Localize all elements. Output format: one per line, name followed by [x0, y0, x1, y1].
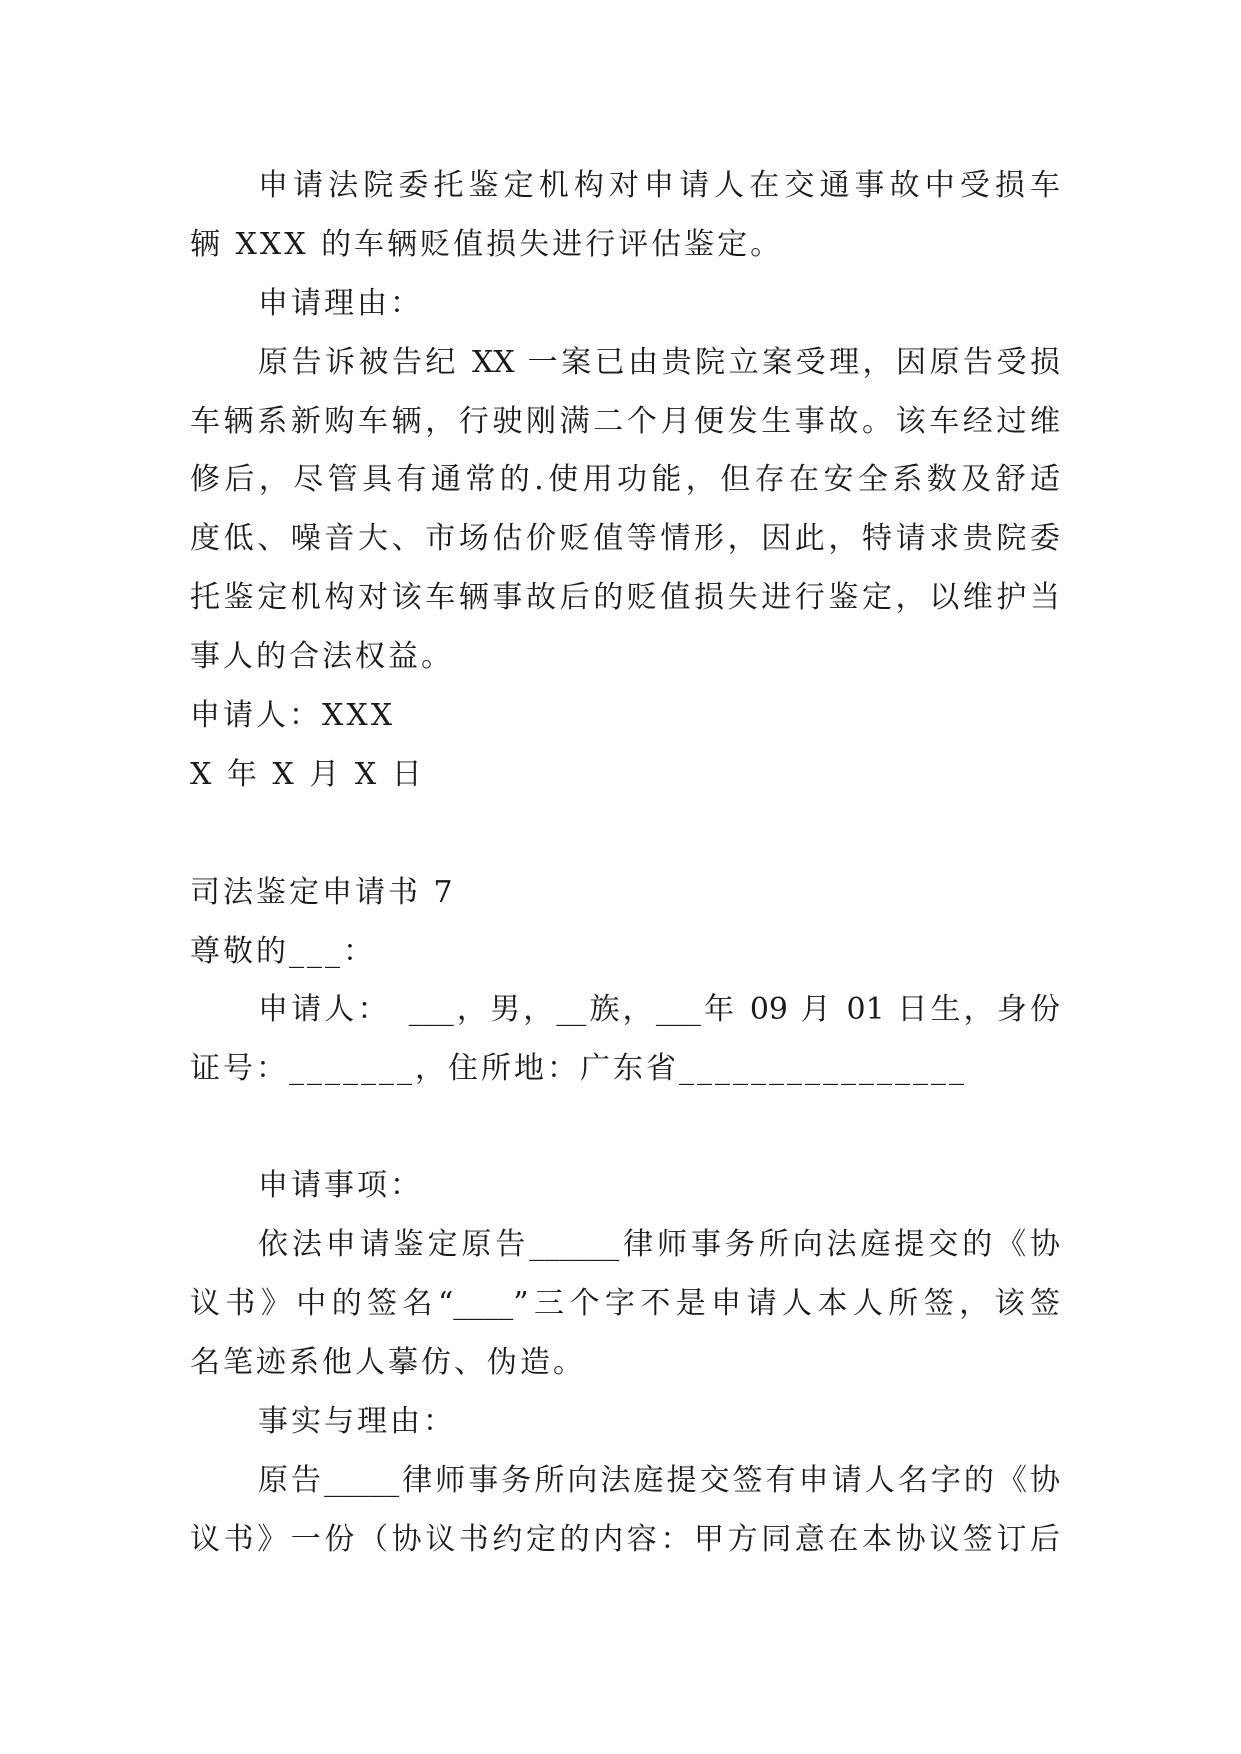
signature-date: X 年 X 月 X 日 — [190, 757, 425, 792]
paragraph-line: 议书》中的签名“____”三个字不是申请人本人所签，该签 — [190, 1286, 1060, 1321]
signature-applicant: 申请人：XXX — [190, 698, 396, 733]
paragraph-line: 度低、噪音大、市场估价贬值等情形，因此，特请求贵院委 — [190, 521, 1060, 556]
paragraph-line: 原告诉被告纪 XX 一案已由贵院立案受理，因原告受损 — [258, 345, 1060, 380]
paragraph-line: 修后，尽管具有通常的.使用功能，但存在安全系数及舒适 — [190, 462, 1060, 497]
paragraph-line: 证号：_______，住所地：广东省________________ — [190, 1051, 967, 1086]
section-heading: 申请事项： — [258, 1168, 423, 1203]
paragraph-line: 名笔迹系他人摹仿、伪造。 — [190, 1345, 586, 1380]
paragraph-line: 原告_____律师事务所向法庭提交签有申请人名字的《协 — [258, 1463, 1060, 1498]
paragraph-line: 托鉴定机构对该车辆事故后的贬值损失进行鉴定，以维护当 — [190, 580, 1060, 615]
paragraph-line: 议书》一份（协议书约定的内容：甲方同意在本协议签订后 — [190, 1522, 1060, 1557]
paragraph-line: 辆 XXX 的车辆贬值损失进行评估鉴定。 — [190, 227, 784, 262]
section-heading: 申请理由： — [258, 286, 423, 321]
paragraph-line: 依法申请鉴定原告______律师事务所向法庭提交的《协 — [258, 1227, 1060, 1262]
paragraph-line: 车辆系新购车辆，行驶刚满二个月便发生事故。该车经过维 — [190, 404, 1060, 439]
paragraph-line: 申请法院委托鉴定机构对申请人在交通事故中受损车 — [258, 168, 1060, 203]
salutation: 尊敬的___： — [190, 934, 376, 969]
section-heading: 事实与理由： — [258, 1404, 456, 1439]
paragraph-line: 申请人： ___，男，__族，___年 09 月 01 日生，身份 — [258, 992, 1060, 1027]
document-title: 司法鉴定申请书 7 — [190, 875, 456, 910]
paragraph-line: 事人的合法权益。 — [190, 639, 454, 674]
